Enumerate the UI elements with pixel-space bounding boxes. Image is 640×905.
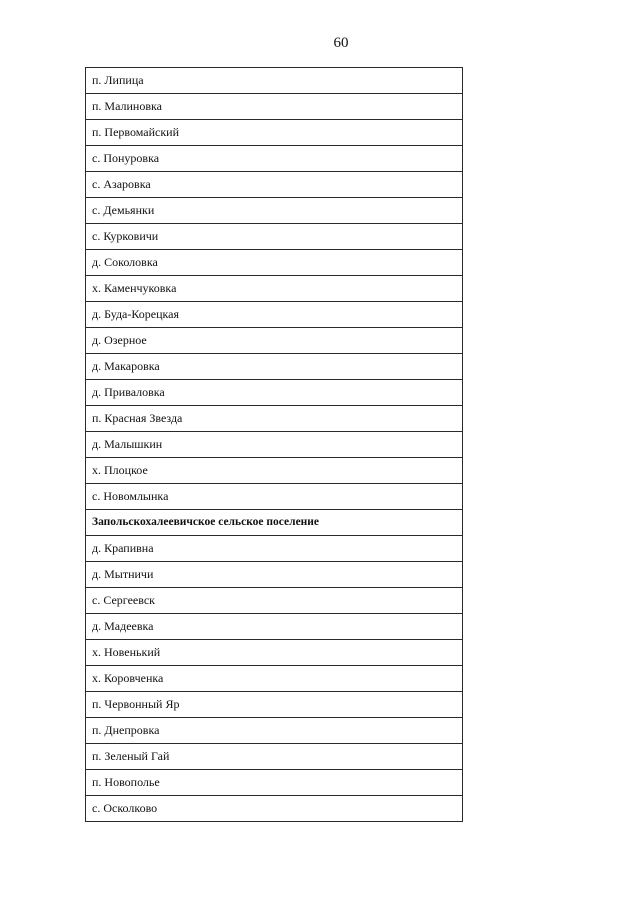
settlement-name-cell: д. Соколовка (86, 250, 463, 276)
settlement-name-cell: д. Приваловка (86, 380, 463, 406)
settlement-name-cell: х. Коровченка (86, 666, 463, 692)
settlement-name-cell: п. Червонный Яр (86, 692, 463, 718)
table-row (86, 796, 463, 822)
table-row (86, 406, 463, 432)
table-row (86, 276, 463, 302)
settlement-name-cell: п. Днепровка (86, 718, 463, 744)
settlements-table (85, 67, 463, 822)
page-number: 60 (333, 35, 349, 51)
table-row (86, 224, 463, 250)
settlement-name-cell: п. Зеленый Гай (86, 744, 463, 770)
settlements-table-body (86, 68, 463, 822)
settlement-name-cell: с. Осколково (86, 796, 463, 822)
table-row (86, 744, 463, 770)
table-row (86, 588, 463, 614)
table-row (86, 484, 463, 510)
settlement-name-cell: п. Красная Звезда (86, 406, 463, 432)
table-row (86, 328, 463, 354)
section-heading-row (86, 510, 463, 536)
table-row (86, 146, 463, 172)
settlement-name-cell: с. Новомлынка (86, 484, 463, 510)
table-row (86, 120, 463, 146)
settlement-name-cell: с. Понуровка (86, 146, 463, 172)
table-row (86, 666, 463, 692)
table-row (86, 94, 463, 120)
settlement-name-cell: х. Плоцкое (86, 458, 463, 484)
settlement-name-cell: д. Озерное (86, 328, 463, 354)
table-row (86, 432, 463, 458)
settlement-name-cell: п. Новополье (86, 770, 463, 796)
table-row (86, 536, 463, 562)
settlement-name-cell: д. Крапивна (86, 536, 463, 562)
table-row (86, 380, 463, 406)
settlement-name-cell: п. Малиновка (86, 94, 463, 120)
settlement-name-cell: д. Буда-Корецкая (86, 302, 463, 328)
table-row (86, 640, 463, 666)
settlement-name-cell: п. Первомайский (86, 120, 463, 146)
settlement-name-cell: д. Малышкин (86, 432, 463, 458)
settlement-name-cell: с. Демьянки (86, 198, 463, 224)
settlement-name-cell: х. Новенький (86, 640, 463, 666)
table-row (86, 562, 463, 588)
settlement-name-cell: с. Азаровка (86, 172, 463, 198)
settlement-name-cell: д. Макаровка (86, 354, 463, 380)
table-row (86, 770, 463, 796)
section-heading-cell: Запольскохалеевичское сельское поселение (86, 510, 463, 536)
settlement-name-cell: с. Курковичи (86, 224, 463, 250)
table-row (86, 614, 463, 640)
settlement-name-cell: д. Мадеевка (86, 614, 463, 640)
settlement-name-cell: п. Липица (86, 68, 463, 94)
table-row (86, 302, 463, 328)
settlement-name-cell: х. Каменчуковка (86, 276, 463, 302)
table-row (86, 172, 463, 198)
table-row (86, 692, 463, 718)
table-row (86, 458, 463, 484)
table-row (86, 354, 463, 380)
table-row (86, 68, 463, 94)
table-row (86, 718, 463, 744)
table-row (86, 250, 463, 276)
table-row (86, 198, 463, 224)
settlement-name-cell: д. Мытничи (86, 562, 463, 588)
settlement-name-cell: с. Сергеевск (86, 588, 463, 614)
